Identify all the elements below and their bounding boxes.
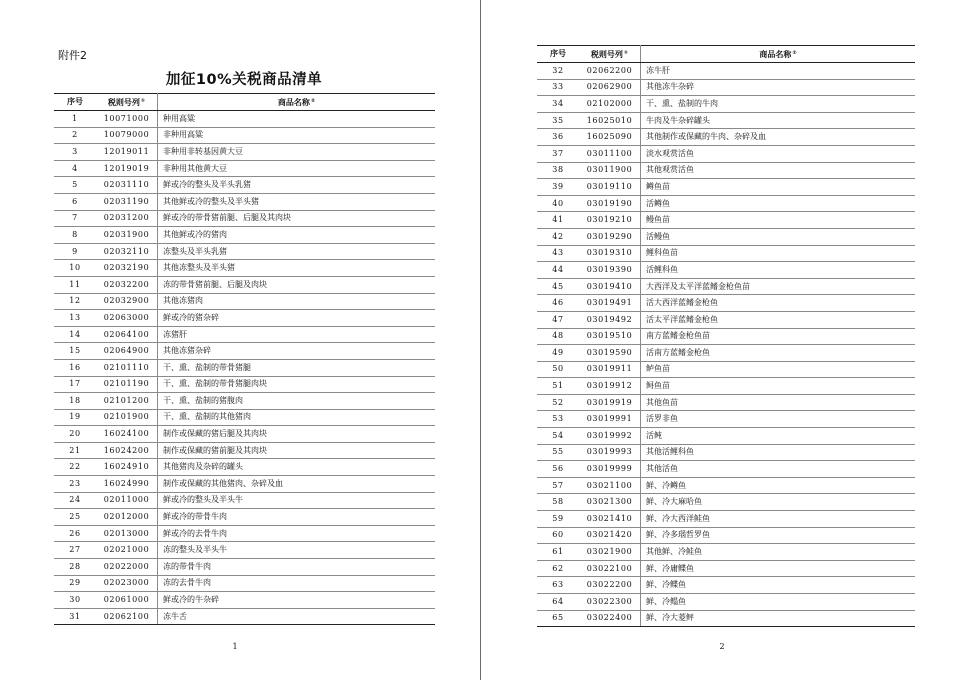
row-product-name: 干、熏、盐制的带骨猪腿 xyxy=(158,359,436,376)
row-tariff-code: 02101900 xyxy=(96,409,158,426)
row-serial-no: 21 xyxy=(54,442,96,459)
row-serial-no: 58 xyxy=(537,494,579,511)
row-serial-no: 43 xyxy=(537,245,579,262)
table-row xyxy=(537,195,915,212)
table-row xyxy=(54,127,435,144)
table-row xyxy=(54,459,435,476)
row-tariff-code: 03022300 xyxy=(579,594,641,611)
row-serial-no: 5 xyxy=(54,177,96,194)
row-tariff-code: 10079000 xyxy=(96,127,158,144)
table-row xyxy=(537,461,915,478)
row-tariff-code: 02062900 xyxy=(579,79,641,96)
row-serial-no: 6 xyxy=(54,193,96,210)
row-product-name: 其他活鱼 xyxy=(641,461,916,478)
table-row xyxy=(54,476,435,493)
row-product-name: 干、熏、盐制的牛肉 xyxy=(641,96,916,113)
row-serial-no: 20 xyxy=(54,426,96,443)
row-tariff-code: 03019410 xyxy=(579,278,641,295)
page-2 xyxy=(481,0,960,680)
table-row xyxy=(54,575,435,592)
row-tariff-code: 03021410 xyxy=(579,511,641,528)
row-product-name: 其他冻牛杂碎 xyxy=(641,79,916,96)
row-serial-no: 31 xyxy=(54,608,96,625)
row-serial-no: 55 xyxy=(537,444,579,461)
row-product-name: 冻猪肝 xyxy=(158,326,436,343)
row-product-name: 干、熏、盐制的带骨猪腿肉块 xyxy=(158,376,436,393)
row-serial-no: 32 xyxy=(537,63,579,80)
table-row xyxy=(537,428,915,445)
footnote-marker: ① xyxy=(140,98,146,104)
table-row xyxy=(537,245,915,262)
row-serial-no: 44 xyxy=(537,262,579,279)
row-tariff-code: 16024910 xyxy=(96,459,158,476)
table-row xyxy=(537,477,915,494)
page-number: 2 xyxy=(719,642,725,651)
row-tariff-code: 02064900 xyxy=(96,343,158,360)
row-serial-no: 36 xyxy=(537,129,579,146)
row-product-name: 鲤科鱼苗 xyxy=(641,245,916,262)
row-serial-no: 35 xyxy=(537,112,579,129)
row-tariff-code: 03019290 xyxy=(579,228,641,245)
row-tariff-code: 03011900 xyxy=(579,162,641,179)
table-row xyxy=(54,559,435,576)
row-serial-no: 33 xyxy=(537,79,579,96)
row-product-name: 鲜、冷鳟鱼 xyxy=(641,477,916,494)
row-serial-no: 38 xyxy=(537,162,579,179)
row-product-name: 冻整头及半头乳猪 xyxy=(158,243,436,260)
row-product-name: 活罗非鱼 xyxy=(641,411,916,428)
row-tariff-code: 03019491 xyxy=(579,295,641,312)
table-row xyxy=(54,326,435,343)
row-tariff-code: 02032110 xyxy=(96,243,158,260)
row-tariff-code: 02031110 xyxy=(96,177,158,194)
table-row xyxy=(537,511,915,528)
row-product-name: 其他鲜、冷鲑鱼 xyxy=(641,544,916,561)
row-product-name: 其他制作或保藏的牛肉、杂碎及血 xyxy=(641,129,916,146)
row-serial-no: 2 xyxy=(54,127,96,144)
row-serial-no: 54 xyxy=(537,428,579,445)
row-tariff-code: 02062100 xyxy=(96,608,158,625)
table-row xyxy=(537,345,915,362)
row-tariff-code: 03019510 xyxy=(579,328,641,345)
header-product-name: 商品名称② xyxy=(641,46,916,63)
table-row xyxy=(537,162,915,179)
table-row xyxy=(537,212,915,229)
row-tariff-code: 03019991 xyxy=(579,411,641,428)
row-tariff-code: 02032190 xyxy=(96,260,158,277)
row-serial-no: 8 xyxy=(54,227,96,244)
row-product-name: 制作或保藏的猪前腿及其肉块 xyxy=(158,442,436,459)
table-row xyxy=(537,228,915,245)
table-row xyxy=(54,426,435,443)
row-serial-no: 50 xyxy=(537,361,579,378)
row-product-name: 鲜或冷的去骨牛肉 xyxy=(158,525,436,542)
row-tariff-code: 03019210 xyxy=(579,212,641,229)
table-row xyxy=(54,393,435,410)
table-row xyxy=(537,328,915,345)
row-serial-no: 15 xyxy=(54,343,96,360)
row-serial-no: 3 xyxy=(54,144,96,161)
row-tariff-code: 03021900 xyxy=(579,544,641,561)
row-product-name: 鳗鱼苗 xyxy=(641,212,916,229)
row-product-name: 种用高粱 xyxy=(158,111,436,128)
row-serial-no: 19 xyxy=(54,409,96,426)
table-row xyxy=(537,179,915,196)
row-tariff-code: 16024100 xyxy=(96,426,158,443)
row-product-name: 鳟鱼苗 xyxy=(641,179,916,196)
row-serial-no: 42 xyxy=(537,228,579,245)
row-tariff-code: 03022100 xyxy=(579,560,641,577)
table-row xyxy=(537,96,915,113)
row-serial-no: 45 xyxy=(537,278,579,295)
row-tariff-code: 16025090 xyxy=(579,129,641,146)
table-row xyxy=(54,293,435,310)
row-product-name: 其他活鲤科鱼 xyxy=(641,444,916,461)
table-row xyxy=(537,262,915,279)
row-tariff-code: 03021420 xyxy=(579,527,641,544)
row-serial-no: 48 xyxy=(537,328,579,345)
table-row xyxy=(54,542,435,559)
table-header-row xyxy=(537,46,915,63)
row-serial-no: 53 xyxy=(537,411,579,428)
row-product-name: 鲜、冷庸鲽鱼 xyxy=(641,560,916,577)
table-row xyxy=(54,509,435,526)
row-product-name: 鲜、冷多瑙哲罗鱼 xyxy=(641,527,916,544)
row-serial-no: 26 xyxy=(54,525,96,542)
row-tariff-code: 16024990 xyxy=(96,476,158,493)
table-row xyxy=(54,227,435,244)
footnote-marker: ① xyxy=(623,50,629,56)
footnote-marker: ② xyxy=(792,50,797,56)
row-product-name: 鲜或冷的猪杂碎 xyxy=(158,310,436,327)
row-tariff-code: 03022200 xyxy=(579,577,641,594)
row-serial-no: 47 xyxy=(537,311,579,328)
row-serial-no: 4 xyxy=(54,160,96,177)
row-tariff-code: 03019492 xyxy=(579,311,641,328)
row-serial-no: 17 xyxy=(54,376,96,393)
row-serial-no: 34 xyxy=(537,96,579,113)
header-serial-no: 序号 xyxy=(537,46,579,63)
row-product-name: 活南方蓝鳍金枪鱼 xyxy=(641,345,916,362)
row-tariff-code: 03019110 xyxy=(579,179,641,196)
row-serial-no: 49 xyxy=(537,345,579,362)
page-number: 1 xyxy=(232,642,238,651)
row-product-name: 鲜、冷大麻哈鱼 xyxy=(641,494,916,511)
table-row xyxy=(54,111,435,128)
row-product-name: 制作或保藏的猪后腿及其肉块 xyxy=(158,426,436,443)
row-product-name: 冻牛肝 xyxy=(641,63,916,80)
table-row xyxy=(54,210,435,227)
table-row xyxy=(537,145,915,162)
row-product-name: 活鳟鱼 xyxy=(641,195,916,212)
row-product-name: 非种用高粱 xyxy=(158,127,436,144)
row-tariff-code: 02102000 xyxy=(579,96,641,113)
row-product-name: 冻牛舌 xyxy=(158,608,436,625)
row-product-name: 冻的去骨牛肉 xyxy=(158,575,436,592)
row-serial-no: 1 xyxy=(54,111,96,128)
row-tariff-code: 02101110 xyxy=(96,359,158,376)
row-product-name: 活鳗鱼 xyxy=(641,228,916,245)
row-product-name: 鲜或冷的整头及半头乳猪 xyxy=(158,177,436,194)
row-tariff-code: 02031200 xyxy=(96,210,158,227)
row-product-name: 其他冻猪杂碎 xyxy=(158,343,436,360)
row-product-name: 其他猪肉及杂碎的罐头 xyxy=(158,459,436,476)
row-serial-no: 52 xyxy=(537,394,579,411)
header-tariff-code: 税则号列① xyxy=(96,94,158,111)
table-row xyxy=(537,394,915,411)
row-serial-no: 65 xyxy=(537,610,579,627)
row-tariff-code: 03019911 xyxy=(579,361,641,378)
row-serial-no: 57 xyxy=(537,477,579,494)
row-product-name: 冻的带骨猪前腿、后腿及肉块 xyxy=(158,276,436,293)
row-serial-no: 24 xyxy=(54,492,96,509)
row-tariff-code: 03019590 xyxy=(579,345,641,362)
table-row xyxy=(537,129,915,146)
row-tariff-code: 02064100 xyxy=(96,326,158,343)
row-tariff-code: 02031900 xyxy=(96,227,158,244)
table-row xyxy=(537,63,915,80)
table-header-row xyxy=(54,94,435,111)
row-serial-no: 27 xyxy=(54,542,96,559)
row-product-name: 其他冻整头及半头猪 xyxy=(158,260,436,277)
table-row xyxy=(537,444,915,461)
table-row xyxy=(54,243,435,260)
row-tariff-code: 16025010 xyxy=(579,112,641,129)
header-product-name: 商品名称② xyxy=(158,94,436,111)
table-row xyxy=(537,378,915,395)
row-serial-no: 40 xyxy=(537,195,579,212)
row-tariff-code: 03019992 xyxy=(579,428,641,445)
row-product-name: 干、熏、盐制的其他猪肉 xyxy=(158,409,436,426)
footnote-marker: ② xyxy=(310,98,316,104)
table-row xyxy=(537,527,915,544)
row-serial-no: 41 xyxy=(537,212,579,229)
row-tariff-code: 02023000 xyxy=(96,575,158,592)
row-product-name: 活太平洋蓝鳍金枪鱼 xyxy=(641,311,916,328)
row-tariff-code: 02013000 xyxy=(96,525,158,542)
row-product-name: 鲜、冷大菱鲆 xyxy=(641,610,916,627)
row-product-name: 活鲤科鱼 xyxy=(641,262,916,279)
row-product-name: 非种用非转基因黄大豆 xyxy=(158,144,436,161)
row-serial-no: 51 xyxy=(537,378,579,395)
row-serial-no: 60 xyxy=(537,527,579,544)
table-row xyxy=(54,442,435,459)
row-tariff-code: 16024200 xyxy=(96,442,158,459)
row-product-name: 其他鲜或冷的整头及半头猪 xyxy=(158,193,436,210)
row-serial-no: 18 xyxy=(54,393,96,410)
header-serial-no: 序号 xyxy=(54,94,96,111)
row-product-name: 其他观赏活鱼 xyxy=(641,162,916,179)
row-product-name: 淡水观赏活鱼 xyxy=(641,145,916,162)
row-tariff-code: 02061000 xyxy=(96,592,158,609)
row-serial-no: 13 xyxy=(54,310,96,327)
row-tariff-code: 12019019 xyxy=(96,160,158,177)
row-serial-no: 30 xyxy=(54,592,96,609)
row-tariff-code: 02101190 xyxy=(96,376,158,393)
row-product-name: 鲜或冷的牛杂碎 xyxy=(158,592,436,609)
table-row xyxy=(537,594,915,611)
row-serial-no: 16 xyxy=(54,359,96,376)
row-product-name: 鲜、冷鲽鱼 xyxy=(641,577,916,594)
row-serial-no: 23 xyxy=(54,476,96,493)
row-serial-no: 28 xyxy=(54,559,96,576)
row-product-name: 其他鱼苗 xyxy=(641,394,916,411)
row-product-name: 大西洋及太平洋蓝鳍金枪鱼苗 xyxy=(641,278,916,295)
row-tariff-code: 03022400 xyxy=(579,610,641,627)
row-tariff-code: 03021100 xyxy=(579,477,641,494)
row-tariff-code: 03011100 xyxy=(579,145,641,162)
row-tariff-code: 12019011 xyxy=(96,144,158,161)
row-product-name: 冻的带骨牛肉 xyxy=(158,559,436,576)
row-serial-no: 39 xyxy=(537,179,579,196)
table-row xyxy=(54,492,435,509)
row-tariff-code: 02063000 xyxy=(96,310,158,327)
row-tariff-code: 02032900 xyxy=(96,293,158,310)
row-tariff-code: 02022000 xyxy=(96,559,158,576)
row-tariff-code: 02062200 xyxy=(579,63,641,80)
table-row xyxy=(54,409,435,426)
row-tariff-code: 02031190 xyxy=(96,193,158,210)
row-tariff-code: 03019993 xyxy=(579,444,641,461)
table-row xyxy=(537,494,915,511)
table-row xyxy=(54,608,435,625)
row-product-name: 干、熏、盐制的猪腹肉 xyxy=(158,393,436,410)
table-row xyxy=(537,311,915,328)
row-product-name: 南方蓝鳍金枪鱼苗 xyxy=(641,328,916,345)
table-row xyxy=(537,79,915,96)
row-serial-no: 64 xyxy=(537,594,579,611)
row-product-name: 制作或保藏的其他猪肉、杂碎及血 xyxy=(158,476,436,493)
row-tariff-code: 03019190 xyxy=(579,195,641,212)
table-row xyxy=(537,577,915,594)
table-row xyxy=(54,260,435,277)
row-serial-no: 25 xyxy=(54,509,96,526)
row-serial-no: 29 xyxy=(54,575,96,592)
table-row xyxy=(54,144,435,161)
tariff-table-page-2 xyxy=(537,45,915,627)
tariff-table-page-1 xyxy=(54,93,435,625)
table-row xyxy=(54,592,435,609)
row-product-name: 鲈鱼苗 xyxy=(641,361,916,378)
row-tariff-code: 02021000 xyxy=(96,542,158,559)
row-serial-no: 59 xyxy=(537,511,579,528)
row-serial-no: 37 xyxy=(537,145,579,162)
row-serial-no: 63 xyxy=(537,577,579,594)
row-product-name: 鲟鱼苗 xyxy=(641,378,916,395)
table-row xyxy=(54,160,435,177)
row-serial-no: 12 xyxy=(54,293,96,310)
row-serial-no: 62 xyxy=(537,560,579,577)
table-row xyxy=(54,310,435,327)
row-product-name: 非种用其他黄大豆 xyxy=(158,160,436,177)
table-row xyxy=(537,544,915,561)
row-serial-no: 61 xyxy=(537,544,579,561)
row-serial-no: 14 xyxy=(54,326,96,343)
row-product-name: 鲜、冷鳎鱼 xyxy=(641,594,916,611)
document-title: 加征10%关税商品清单 xyxy=(165,72,323,88)
header-tariff-code: 税则号列① xyxy=(579,46,641,63)
row-tariff-code: 02032200 xyxy=(96,276,158,293)
row-tariff-code: 10071000 xyxy=(96,111,158,128)
row-serial-no: 7 xyxy=(54,210,96,227)
row-product-name: 活鲀 xyxy=(641,428,916,445)
row-serial-no: 22 xyxy=(54,459,96,476)
table-row xyxy=(54,376,435,393)
table-row xyxy=(537,610,915,627)
table-row xyxy=(54,525,435,542)
row-product-name: 鲜或冷的带骨猪前腿、后腿及其肉块 xyxy=(158,210,436,227)
table-row xyxy=(54,359,435,376)
row-serial-no: 10 xyxy=(54,260,96,277)
row-product-name: 鲜或冷的整头及半头牛 xyxy=(158,492,436,509)
table-row xyxy=(537,112,915,129)
table-row xyxy=(537,295,915,312)
row-product-name: 其他鲜或冷的猪肉 xyxy=(158,227,436,244)
row-tariff-code: 03019999 xyxy=(579,461,641,478)
row-serial-no: 11 xyxy=(54,276,96,293)
table-row xyxy=(537,411,915,428)
attachment-label: 附件2 xyxy=(58,49,87,62)
row-product-name: 牛肉及牛杂碎罐头 xyxy=(641,112,916,129)
row-product-name: 活大西洋蓝鳍金枪鱼 xyxy=(641,295,916,312)
row-product-name: 鲜或冷的带骨牛肉 xyxy=(158,509,436,526)
row-product-name: 鲜、冷大西洋鲑鱼 xyxy=(641,511,916,528)
row-product-name: 其他冻猪肉 xyxy=(158,293,436,310)
table-row xyxy=(537,560,915,577)
table-row xyxy=(537,278,915,295)
row-tariff-code: 03019390 xyxy=(579,262,641,279)
row-serial-no: 9 xyxy=(54,243,96,260)
row-tariff-code: 03019919 xyxy=(579,394,641,411)
row-tariff-code: 03019912 xyxy=(579,378,641,395)
table-row xyxy=(54,343,435,360)
row-tariff-code: 03021300 xyxy=(579,494,641,511)
row-serial-no: 46 xyxy=(537,295,579,312)
row-tariff-code: 02101200 xyxy=(96,393,158,410)
table-row xyxy=(54,193,435,210)
row-serial-no: 56 xyxy=(537,461,579,478)
table-row xyxy=(54,177,435,194)
row-tariff-code: 02012000 xyxy=(96,509,158,526)
row-tariff-code: 03019310 xyxy=(579,245,641,262)
row-product-name: 冻的整头及半头牛 xyxy=(158,542,436,559)
table-row xyxy=(537,361,915,378)
table-row xyxy=(54,276,435,293)
row-tariff-code: 02011000 xyxy=(96,492,158,509)
